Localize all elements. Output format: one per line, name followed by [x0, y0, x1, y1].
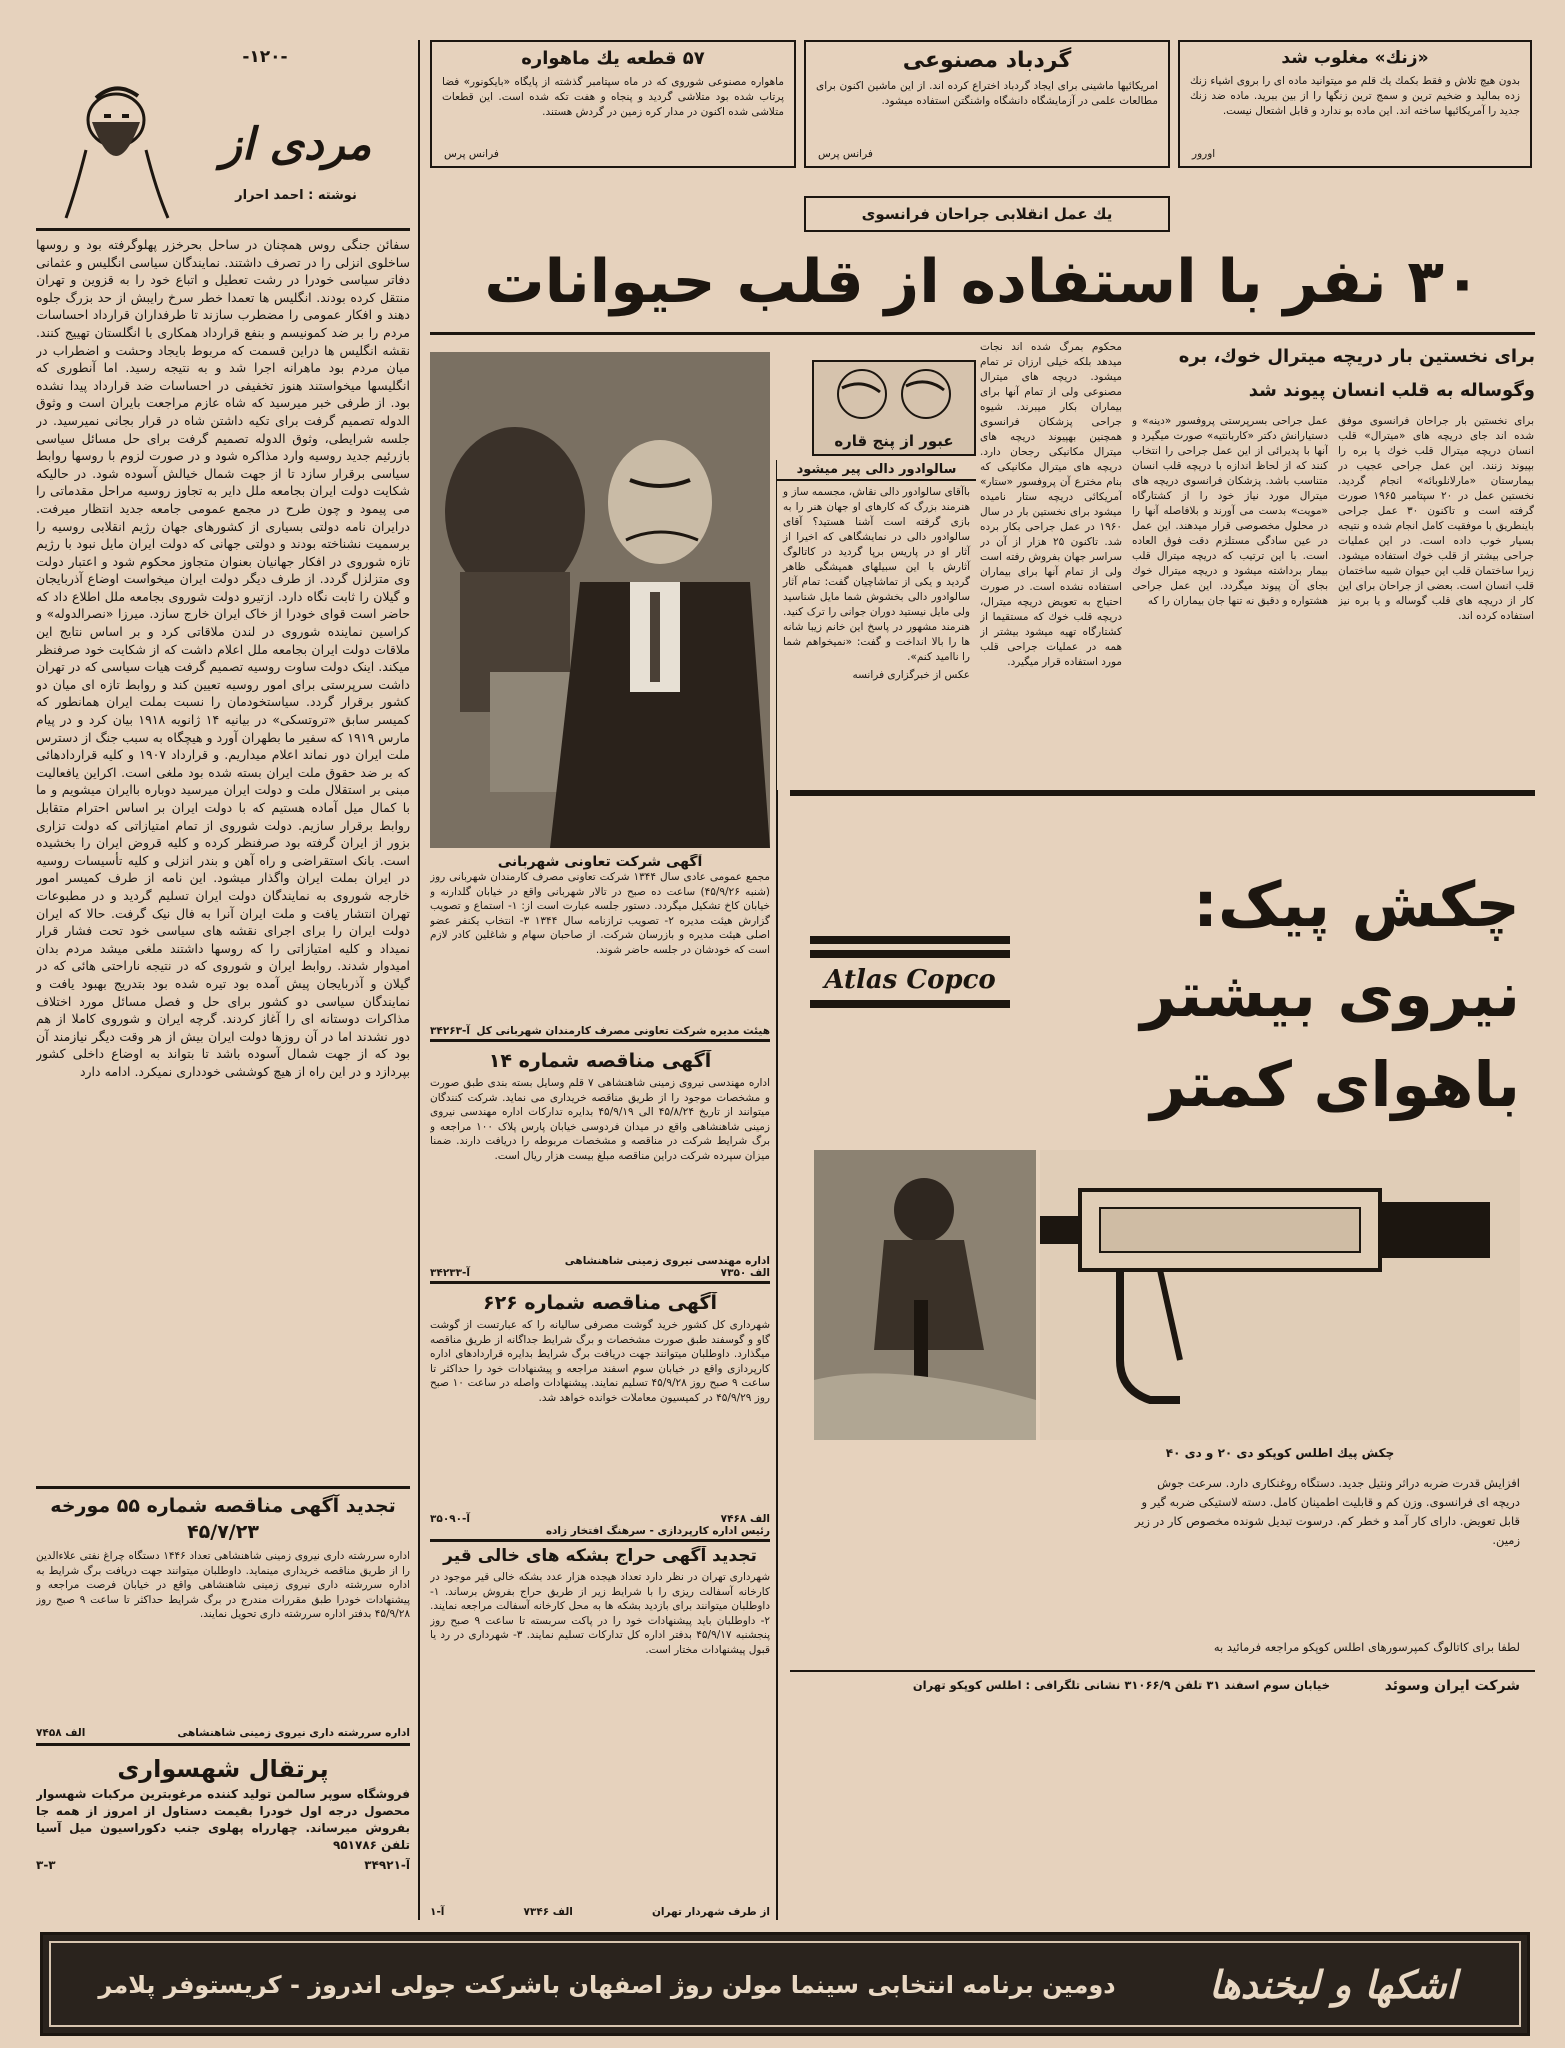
column-byline: نوشته : احمد احرار — [235, 188, 357, 203]
ad-tender-55 — [36, 1486, 410, 1746]
ad-code: الف ۷۴۵۸ — [36, 1727, 86, 1739]
ad-body: اداره سررشته داری نیروی زمینی شاهنشاهی تعداد ۱۴۴۶ دستگاه چراغ نفتی علاءالدین را از طریق مناقصه خریداری مینماید. داوطلبان میتوانند جهت دریافت برگ شرایط به اداره سررشته داری نیروی زمینی شاهنشاهی واقع در خیابان فرصت مراجعه و پیشنهادات خودرا طبق مقررات مندرج در برگ شرایط حداکثر تا ساعت ۹ صبح روز ۴۵/۹/۲۸ بدفتر اداره سررشته داری تحویل نمایند. — [36, 1550, 410, 1620]
ad-signature: از طرف شهردار تهران — [651, 1906, 770, 1918]
ad-tender-626 — [430, 1292, 770, 1542]
news-box-rust — [1178, 40, 1532, 168]
news-box-title: گردباد مصنوعی — [902, 48, 1072, 73]
banner-title: اشکها و لبخندها — [1209, 1963, 1457, 2007]
cinema-banner — [40, 1932, 1530, 2036]
ad-title: تجدید آگهی مناقصه شماره ۵۵ مورخه ۴۵/۷/۲۳ — [50, 1495, 396, 1543]
ad-code: آ-۳۴۲۶۳ — [430, 1025, 471, 1037]
ad-tender-14 — [430, 1050, 770, 1284]
column-header — [36, 70, 410, 230]
banner-text: دومین برنامه انتخابی سینما مولن روژ اصفهان باشرکت جولی اندروز - کریستوفر پلامر — [98, 1971, 1116, 1999]
ad-headline-3: باهوای کمتر — [1150, 1048, 1520, 1121]
ad-signature: هیئت مدیره شرکت تعاونی مصرف کارمندان شهربانی کل — [476, 1025, 770, 1037]
ad-signature: رئیس اداره کارپردازی - سرهنگ افتخار زاده — [545, 1525, 770, 1537]
page-number: -۱۲۰- — [242, 47, 288, 67]
ad-title: تجدید آگهی حراج بشکه های خالی قیر — [443, 1546, 757, 1566]
brand-logo — [810, 936, 1010, 1028]
ad-headline-2: نیروی بیشتر — [1140, 958, 1520, 1031]
ad-code: الف ۷۴۶۸ — [720, 1513, 770, 1525]
ad-address: خیابان سوم اسفند ۳۱ تلفن ۳۱۰۶۶/۹ نشانی تلگرافی : اطلس کوپکو تهران — [912, 1678, 1330, 1692]
ad-ref: آ-۳۴۲۳۳ — [430, 1267, 471, 1279]
dali-body: باآقای سالوادور دالی نقاش، مجسمه ساز و هنرمند بزرگ که کارهای او جهان هنر را به بازی گرفته است آشنا هستید؟ آقای سالوادور دالی در نمایشگاهی که اخیرا از آثار او در پاریس برپا گردید در کاتالوگ آثارش با این سبیلهای همیشگی ظاهر گردید و یکی از تماشاچیان گفت: تمام آثار سالوادور دالی بخشوش شما مایل شناسید ولی مایل نیستید دوران جوانی را ترک کنید. هنرمند مشهور در پاسخ این خانم زیبا شانه ها را بالا انداخت و گفت: «نمیخواهم شما را ناامید کنم». — [783, 486, 970, 663]
dali-story — [776, 460, 976, 790]
ad-title: آگهی مناقصه شماره ۱۴ — [488, 1050, 712, 1072]
news-box-body: ماهواره مصنوعی شوروی که در ماه سپتامبر گذشته از پایگاه «بایکونور» فضا پرتاب شده بود متلاشی گردید و پنجاه و هفت تکه شده است. این قطعات متلاشی شده اکنون در مدار کره زمین در گردش هستند. — [442, 76, 784, 118]
dali-photo — [430, 352, 770, 848]
ad-ref: ۳-۳ — [36, 1858, 56, 1872]
ad-cooperative — [430, 854, 770, 1042]
jackhammer-diagram — [1040, 1150, 1520, 1440]
ad-body: شهرداری تهران در نظر دارد تعداد هیجده هزار عدد بشکه خالی قیر موجود در کارخانه آسفالت ریزی را با شرایط زیر از طریق حراج بفروش برساند. ۱- داوطلبان میتوانند برای بازدید بشکه ها به محل کارخانه آسفالت مراجعه نمایند. ۲- داوطلبان باید پیشنهادات خود را در پاکت سربسته تا ساعت ۹ صبح روز پنجشنبه ۴۵/۹/۱۷ بدفتر اداره کل تدارکات تسلیم نمایند. ۳- شهرداری در رد یا قبول پیشنهادات مختار است. — [430, 1571, 770, 1656]
portrait-illustration — [56, 80, 176, 220]
ad-body: مجمع عمومی عادی سال ۱۳۴۴ شرکت تعاونی مصرف کارمندان شهربانی روز (شنبه ۴۵/۹/۲۶) ساعت ده صبح در تالار شهربانی واقع در خیابان گلدارنه و خیابان کاخ تشکیل میگردد. دستور جلسه عبارت است از: ۱- استماع و تصویب گزارش هیئت مدیره ۲- تصویب ترازنامه سال ۱۳۴۴ ۳- انتخاب یکنفر عضو اصلی هیئت مدیره و بازرسان شرکت. از صاحبان سهام و شاغلین کادر لازم است که خودشان در جلسه حاضر شوند. — [430, 871, 770, 956]
headline-main: ۳۰ نفر با استفاده از قلب حیوانات — [484, 247, 1481, 317]
ad-photo-worker — [814, 1150, 1036, 1440]
dali-title: سالوادور دالی پیر میشود — [777, 460, 976, 481]
ad-auction — [430, 1546, 770, 1922]
news-box-source: فرانس پرس — [818, 148, 873, 160]
ad-orange — [36, 1752, 410, 1922]
news-box-body: امریکائیها ماشینی برای ایجاد گردباد اختراع کرده اند. از این ماشین اکنون برای مطالعات علمی در آزمایشگاه دانشگاه واشنگتن استفاده میشود. — [816, 80, 1158, 107]
headline-body-col1: برای نخستین بار جراحان فرانسوی موفق شده اند جای دریچه های «میترال» قلب انسان دریچه میترال قلب خوك یا بره را بپیوند زنند. این عمل جراحی عجیب در بیمارستان «مارلانلوبائه» انجام گردید. نخستین عمل در ۲۰ سپتامبر ۱۹۶۵ صورت گرفته است و تاکنون ۳۰ عمل جراحی باینطریق با موفقیت کامل انجام شده و نتیجه بسیار خوب داده است. در این عملیات جراحی بیشتر از قلب خوك استفاده میشود. زیرا ساختمان قلب این حیوان شبیه ساختمان قلب انسان است. بعضی از جراحان برای این کار از دریچه های قلب گوساله و یا بره نیز استفاده کرده اند. — [1338, 415, 1534, 622]
column-body: سفائن جنگی روس همچنان در ساحل بحرخزر پهلوگرفته بود و روسها ساخلوی انزلی را در تصرف داشتند. نمایندگان سیاسی انگلیس و عثمانی دفاتر سیاسی خودرا در رشت تعطیل و اتباع خود را به قزوین و تهران منتقل کرده بودند. انگلیس ها تعمدا خطر سرخ رایبش از حد بزرگ جلوه دهند و افکار عمومی را مضطرب سازند تا طرفداران قرارداد احساسات مردم را بر ضد کمونیسم و بنفع قرارداد همکاری با انگلستان تهییج کنند. نقشه انگلیس ها دراین قسمت که مربوط بایجاد وحشت و اضطراب در میان مردم بود ماهرانه اجرا شد و به نتیجه رسید. اما آنطوری که انگلیسها میخواستند هنوز تخفیفی در احساسات ضد قرارداد پیدا نشده بود. از طرفی خبر میرسید که شاه عازم مراجعت بایران است و وثوق الدوله تصمیم گرفت برای تکیه داشتن شاه در قرار بجانی نمیرسید. در جلسه شرایطی، وثوق الدوله تصمیم گرفت برای حل مسائل سیاسی بازرئیم جدید روسیه وارد مذاکره شود و در صورت لزوم با روسها روابط سیاسی برقرار سازد تا از جهت شمال خیالش آسوده شود. در حالیکه شکایت دولت ایران بجامعه ملل دایر به تجاوز روسیه مراحل مقدماتی را می پیمود و چون طرح در مجمع عمومی جامعه جدید انتظار میرفت. درایران نامه دولتی بسیاری از کشورهای جهان رژیم انقلابی روسیه را برسمیت نشناخته بودند و دولتی جهانی که دولت ایران مایل نبود با رژیم تازه شوروی در افکار جهانیان بعنوان متجاوز محکوم شود و اعتبار دولت وی متزلزل گردد. از طرف دیگر دولت ایران میخواست اوضاع آذربایجان و گیلان را ثابت نگاه دارد. ازتیرو دولت شوروی بجامعه ملل اطلاع داد که حاضر است قوای خودرا از خاک ایران خارج سازد. میرزا «نصرالدوله» و کراسین نماینده شوروی در لندن ملاقاتی کرد و بر اساس نتایج این ملاقات دولت ایران بجامعه ملل اعلام داشت که از شکایت خود صرفنظر میکند. اینک دولت ساوت روسیه تصمیم گرفت هیات سیاسی که در تهران داشت سرپرستی برای امور روسیه تعیین کند و روابط تازه ای میان دو کشور برقرار گردد. سیاستخودمان را نسبت بملت ایران همانطور که کمیسر سابق «تروتسکی» در بیانیه ۱۴ ژانویه ۱۹۱۸ بیان کرد و در پیام مارس ۱۹۱۹ که سفیر ما بطهران آورد و هیچگاه به سبب جنگ از دسترس ملت ایران دور نماند اعلام میداریم. و قرارداد ۱۹۰۷ و کلیه قراردادهائی که بر ضد حقوق ملت ایران بسته شده بود ملغی است. اکراین یافعالیت مبنی بر استقلال ملت و دولت ایران میرسید دوباره باایران میشویم و ما با کمال میل آماده هستیم که با دولت ایران بر اساس احترام متقابل روابط برقرار سازیم. دولت شوروی از تمام امتیازاتی که دولت تزاری بزور از ایران گرفته بود صرفنظر کرده و کلیه قروض ایران را بخشیده است. بانک استقراضی و راه آهن و بندر انزلی و کلیه تأسیسات روسیه در ایران بملت ایران واگذار میشود. این نامه از طرف کمیسر امور خارجه شوروی به نمایندگان دولت ایران تسلیم گردید و در مطبوعات تهران انتشار یافت و ملت ایران آنرا به فال نیک گرفت. حالا که ایران دولت ایران را برای اجرای نقشه های سیاسی خود تحت فشار قرار نمیداد و کلیه امتیازاتی را که روسها داشتند ملغی میشد مردم بدان امیدوار شدند. روابط ایران و شوروی که در نتیجه ناراحتی هائی که در گیلان و آذربایجان پیش آمده بود تیره شده بود بتدریج بهبود یافت و نمایندگان سیاسی دو کشور برای حل و فصل مسائل مورد اختلاف مذاکرات دوستانه ای را آغاز کردند. گرچه ایران و شوروی کاملا از هم دور نشدند اما در آن روزها دولت ایران بیش از هر وقت دیگر نیازمند آن بود که از جهت شمال آسوده باشد تا بتواند به اوضاع داخلی کشور بپردازد و در این راه از هیچ کوششی خودداری نمیکرد. ادامه دارد — [36, 237, 410, 1079]
ad-signature: اداره مهندسی نیروی زمینی شاهنشاهی — [564, 1255, 770, 1267]
ad-headline-1: چکش پیک: — [1193, 868, 1520, 941]
headline-kicker: یك عمل انقلابی جراحان فرانسوی — [804, 196, 1170, 232]
ad-body: اداره مهندسی نیروی زمینی شاهنشاهی ۷ قلم وسایل بسته بندی طبق صورت و مشخصات موجود را از طریق مناقصه خریداری می نماید. شرکت کنندگان میتوانند از تاریخ ۴۵/۸/۲۴ الی ۴۵/۹/۱۹ بدایره تدارکات اداره مهندسی نیروی زمینی شاهنشاهی واقع در میدان فردوسی خیابان پارس پلاک ۱۰۰ مراجعه و برگ شرایط شرکت در مناقصه و مشخصات مربوطه را دریافت دارند. ضمنا میزان سپرده شرکت دراین مناقصه مبلغ بیست هزار ریال است. — [430, 1077, 770, 1162]
ad-ref: آ-۳۵۰۹۰ — [430, 1513, 471, 1525]
atlas-copco-ad — [790, 790, 1535, 1920]
dali-logo-text: عبور از پنج قاره — [834, 432, 954, 450]
ad-signature: اداره سررشته داری نیروی زمینی شاهنشاهی — [177, 1727, 410, 1739]
news-box-tornado — [804, 40, 1170, 168]
ad-company: شرکت ایران وسوئد — [1384, 1678, 1520, 1694]
news-box-source: فرانس پرس — [444, 148, 499, 160]
ad-title: آگهی شرکت تعاونی شهربانی — [497, 854, 703, 870]
brand-name: Atlas Copco — [824, 965, 996, 995]
news-box-title: ۵۷ قطعه یك ماهواره — [521, 48, 705, 69]
headline-subhead-2: وگوساله به قلب انسان پیوند شد — [1248, 380, 1535, 401]
news-box-source: اورور — [1192, 148, 1216, 160]
dali-logo — [812, 360, 976, 456]
ad-title: آگهی مناقصه شماره ۶۲۶ — [482, 1292, 718, 1314]
column-title: مردی از — [220, 119, 372, 170]
ad-code: الف ۷۳۴۶ — [523, 1906, 573, 1918]
headline-subhead-1: برای نخستین بار دریچه میترال خوك، بره — [1178, 346, 1535, 367]
ad-code: الف ۷۳۵۰ — [720, 1267, 770, 1279]
news-box-satellite — [430, 40, 796, 168]
ad-caption: چکش پیك اطلس کوپکو دی ۲۰ و دی ۴۰ — [1165, 1446, 1395, 1460]
ad-body: فروشگاه سوپر سالمن تولید کننده مرغوبترین مرکبات شهسوار محصول درجه اول خودرا بقیمت دستاول از امروز از همه جا بفروش میرساند. چهارراه پهلوی جنب دکوراسیون میل آسیا تلفن ۹۵۱۷۸۶ — [36, 1787, 410, 1852]
ad-body: شهرداری کل کشور خرید گوشت مصرفی سالیانه را که عبارتست از گوشت گاو و گوسفند طبق صورت مشخصات و برگ شرایط جداگانه از طریق مناقصه میگذارد. داوطلبان میتوانند جهت دریافت برگ شرایط بدایره قراردادهای اداره کارپردازی واقع در خیابان سوم اسفند مراجعه و پیشنهادات خود را حداکثر تا ساعت ۹ صبح روز ۴۵/۹/۲۸ تسلیم نمایند. پیشنهادات واصله در ساعت ۱۰ صبح روز ۴۵/۹/۲۹ در کمیسیون معاملات خوانده خواهد شد. — [430, 1319, 770, 1404]
news-box-body: بدون هیچ تلاش و فقط بکمك یك قلم مو میتوانید ماده ای را بروی اشیاء زنك زده بمالید و ضخیم ترین و سمج ترین زنگها را از بین ببرید. ماده ضد زنك جدید را آمریکائیها ساخته اند. این ماده بو ندارد و قابل اشتعال نیست. — [1190, 75, 1520, 117]
ad-code: آ-۳۴۹۲۱ — [364, 1858, 410, 1872]
news-box-title: «زنك» مغلوب شد — [1281, 48, 1429, 68]
ad-ref: آ-۱ — [430, 1906, 445, 1918]
headline-body-col2: عمل جراحی بسرپرستی پروفسور «دینه» و دستیارانش دکتر «کاربانتیه» صورت میگیرد و آنها با پدیرائی از این عمل جراحی را انتخاب کنند که از لحاظ اندازه با دریچه قلب انسان متناسب باشد. پزشکان فرانسوی دریچه های میترال مورد نیاز خود را از کشتارگاه «مویت» بدست می آورند و بلافاصله آنها را در محلول مخصوصی قرار میدهند. این عمل در عین سادگی مستلزم دقت فوق العاده است. با این ترتیب که دریچه میترال قلب بیمار برداشته میشود و دریچه میترال خوك بجای آن پیوند میگردد. این عمل جراحی هشتواره و دقیق نه تنها جان بیماران را که — [1132, 415, 1328, 607]
headline-body-col3: محکوم بمرگ شده اند نجات میدهد بلکه خیلی ارزان تر تمام میشود. دریچه های میترال مصنوعی ولی از تمام آنها برای بیماران بکار میبرند. شیوه جراحی پزشکان فرانسوی همچنین بهپیوند دریچه های میترال مکانیکی رجحان دارد. دریچه های میترال مکانیکی که بنام مخترع آن پروفسور «ستار» آمریکائی دریچه ستار نامیده میشود برای نخستین بار در سال ۱۹۶۰ در عمل جراحی بکار برده شد. تاکنون ۲۵ هزار از آن در سراسر جهان بفروش رفته است ولی از تمام آنها برای بیماران استفاده نشده است. در صورت احتیاج به تعویض دریچه میترال، دریچه قلب خوك که مستقیما از کشتارگاه تهیه میشود بیشتر از همه در عملیات جراحی قلب مورد استفاده قرار میگیرد. — [980, 341, 1122, 668]
ad-features: افزایش قدرت ضربه دراثر ونتیل جدید. دستگاه روغنکاری دارد. سرعت جوش دریچه ای فرانسوی. وزن کم و قابلیت اطمینان کامل. دسته لاستیکی ضربه گیر و قابل تعویض. دارای کار آمد و خطر کم. درسوت تبدیل شونده مخصوص کار در زیر زمین. — [1134, 1476, 1520, 1547]
ad-title: پرتقال شهسواری — [117, 1755, 329, 1783]
ad-catalog-note: لطفا برای کاتالوگ کمپرسورهای اطلس کوپکو مراجعه فرمائید به — [1213, 1640, 1520, 1654]
dali-source: عکس از خبرگزاری فرانسه — [852, 669, 970, 681]
